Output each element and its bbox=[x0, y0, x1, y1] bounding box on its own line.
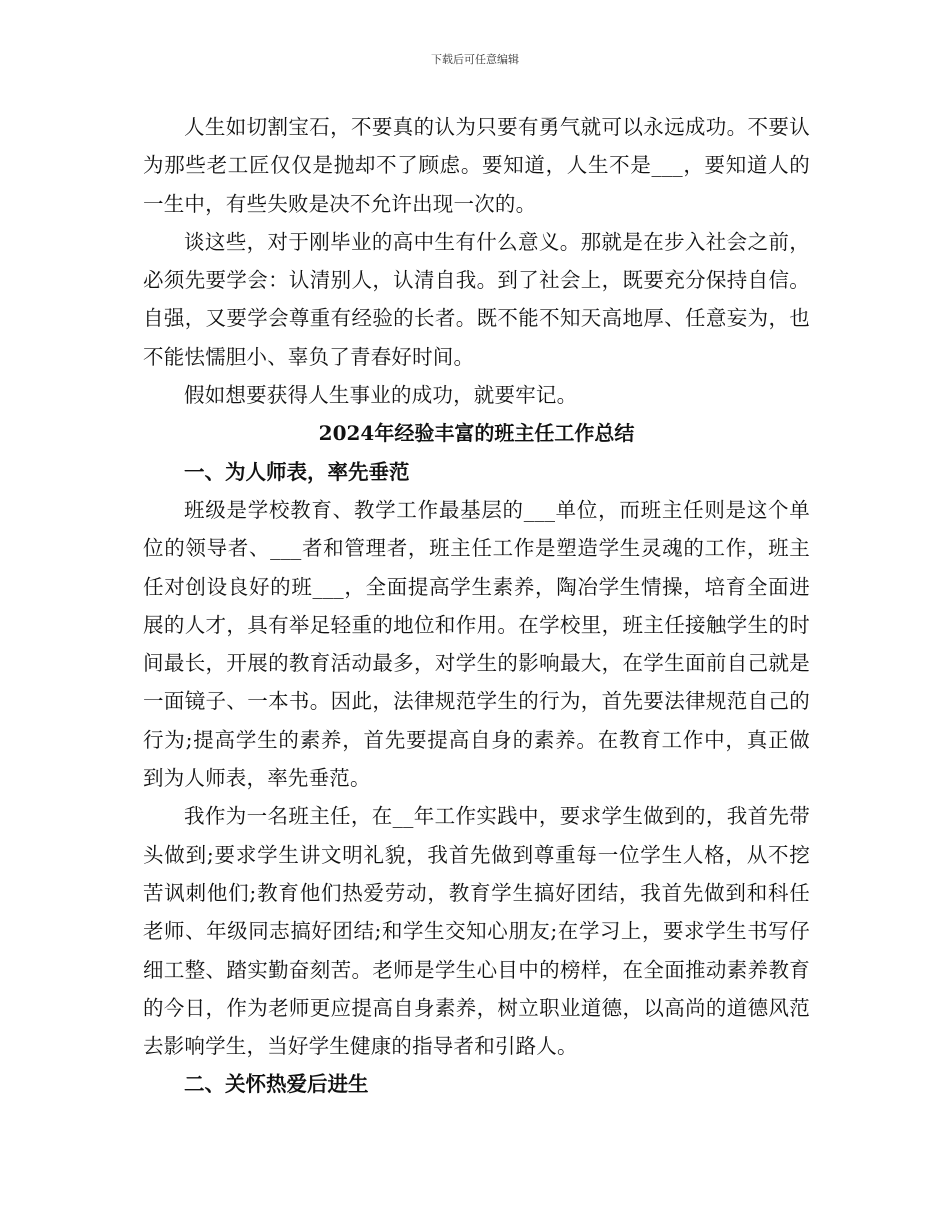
section-heading-2: 二、关怀热爱后进生 bbox=[184, 1072, 369, 1097]
document-title: 2024年经验丰富的班主任工作总结 bbox=[318, 421, 635, 446]
paragraph-3: 假如想要获得人生事业的成功，就要牢记。 bbox=[184, 383, 578, 408]
paragraph-4: 班级是学校教育、教学工作最基层的___单位，而班主任则是这个单位的领导者、___者和管理者，班主任工作是塑造学生灵魂的工作，班主任对创设良好的班___，全面提高学生素养，陶冶学生情操，培育全面进展的人才，具有举足轻重的地位和作用。在学校里，班主任接触学生的时间最长，开展的教育活动最多，对学生的影响最大，在学生面前自己就是一面镜子、一本书。因此，法律规范学生的行为，首先要法律规范自己的行为;提高学生的素养，首先要提高自身的素养。在教育工作中，真正做到为人师表，率先垂范。 bbox=[143, 497, 810, 791]
paragraph-2: 谈这些，对于刚毕业的高中生有什么意义。那就是在步入社会之前，必须先要学会：认清别人，认清自我。到了社会上，既要充分保持自信。自强，又要学会尊重有经验的长者。既不能不知天高地厚、任意妄为，也不能怯懦胆小、辜负了青春好时间。 bbox=[143, 229, 810, 369]
section-heading-1: 一、为人师表，率先垂范 bbox=[184, 459, 410, 484]
page-header: 下载后可任意编辑 bbox=[431, 53, 519, 66]
paragraph-5: 我作为一名班主任，在__年工作实践中，要求学生做到的，我首先带头做到;要求学生讲文明礼貌，我首先做到尊重每一位学生人格，从不挖苦讽刺他们;教育他们热爱劳动，教育学生搞好团结，我首先做到和科任老师、年级同志搞好团结;和学生交知心朋友;在学习上，要求学生书写仔细工整、踏实勤奋刻苦。老师是学生心目中的榜样，在全面推动素养教育的今日，作为老师更应提高自身素养，树立职业道德，以高尚的道德风范去影响学生，当好学生健康的指导者和引路人。 bbox=[143, 804, 810, 1059]
document-body bbox=[143, 108, 810, 1104]
paragraph-1: 人生如切割宝石，不要真的认为只要有勇气就可以永远成功。不要认为那些老工匠仅仅是抛却不了顾虑。要知道，人生不是___，要知道人的一生中，有些失败是决不允许出现一次的。 bbox=[143, 115, 810, 216]
